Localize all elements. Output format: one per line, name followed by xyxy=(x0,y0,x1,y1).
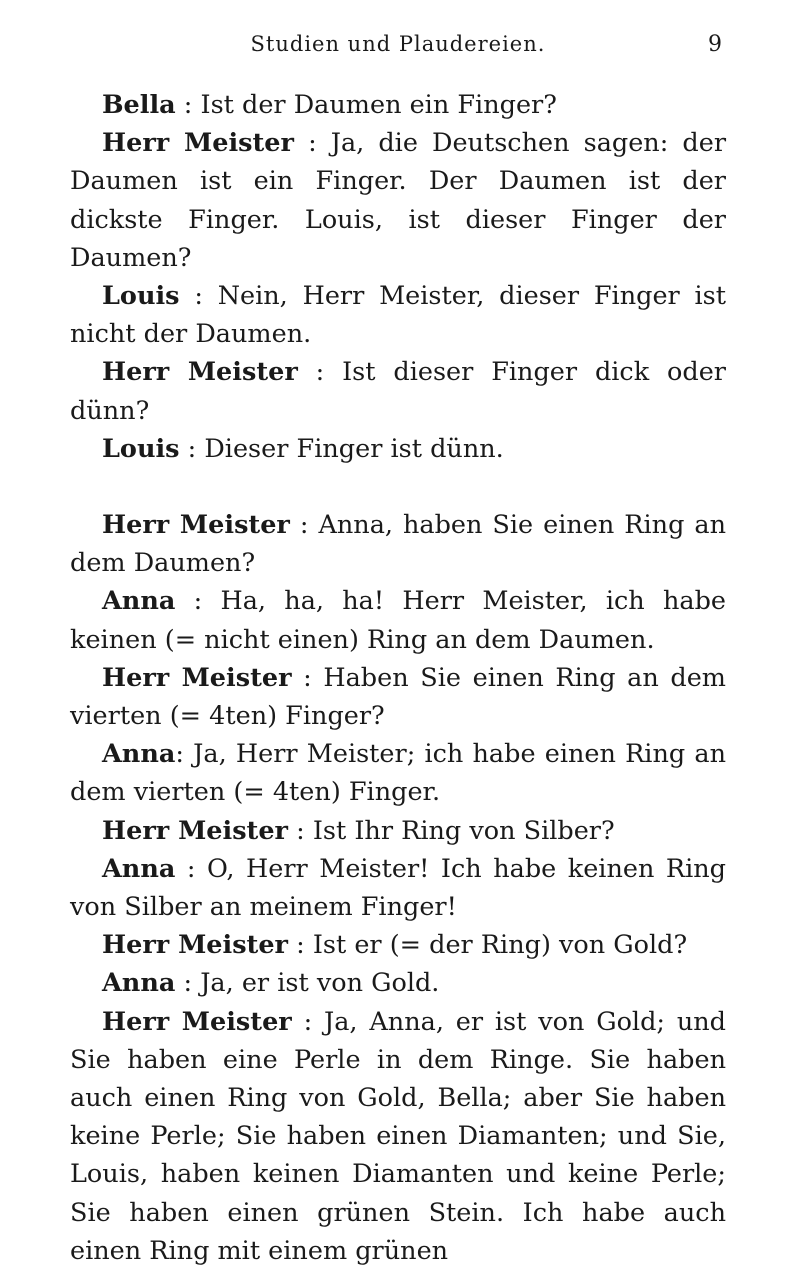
utterance: Ist er (= der Ring) von Gold? xyxy=(312,930,688,961)
speaker-name: Herr Meister xyxy=(102,930,288,961)
utterance: O, Herr Meister! Ich habe keinen Ring von Silber an meinem Finger! xyxy=(70,853,726,923)
speaker-name: Herr Meister xyxy=(102,815,288,846)
utterance: Nein, Herr Meister, dieser Finger ist nicht der Daumen. xyxy=(70,281,726,350)
dialogue-paragraph: Anna: Ja, Herr Meister; ich habe einen Ring an dem vierten (= 4ten) Finger. xyxy=(70,739,726,808)
speaker-name: Herr Meister xyxy=(102,1006,292,1037)
speaker-name: Anna xyxy=(102,853,176,884)
speaker-name: Anna xyxy=(102,586,176,617)
dialogue-text xyxy=(70,86,726,1270)
dialogue-paragraph: Herr Meister : Ja, Anna, er ist von Gold; und Sie haben eine Perle in dem Ringe. Sie haben auch einen Ring von Gold, Bella; aber Sie haben keine Perle; Sie haben einen Diamanten; und Sie, Louis, haben keinen Diamanten und keine Perle; Sie haben einen grünen Stein. Ich habe auch einen Ring mit einem grünen xyxy=(70,1006,727,1266)
speaker-name: Herr Meister xyxy=(102,357,298,388)
dialogue-paragraph: Herr Meister : Haben Sie einen Ring an dem vierten (= 4ten) Finger? xyxy=(70,662,726,732)
utterance: Ja, Herr Meister; ich habe einen Ring an dem vierten (= 4ten) Finger. xyxy=(70,739,726,808)
speaker-name: Herr Meister xyxy=(102,128,294,159)
utterance: Ja, Anna, er ist von Gold; und Sie haben eine Perle in dem Ringe. Sie haben auch einen Ring von Gold, Bella; aber Sie haben keine Perle; Sie haben einen Diamanten; und Sie, Louis, haben keinen Diamanten und keine Perle; Sie haben einen grünen Stein. Ich habe auch einen Ring mit einem grünen xyxy=(70,1006,727,1266)
dialogue-paragraph: Louis : Dieser Finger ist dünn. xyxy=(102,433,504,464)
dialogue-paragraph: Louis : Nein, Herr Meister, dieser Finger ist nicht der Daumen. xyxy=(70,281,726,350)
dialogue-paragraph: Herr Meister : Anna, haben Sie einen Ring an dem Daumen? xyxy=(70,510,726,579)
utterance: Ist der Daumen ein Finger? xyxy=(200,90,557,120)
speaker-name: Louis xyxy=(102,281,180,312)
utterance: Ja, er ist von Gold. xyxy=(200,968,440,999)
dialogue-paragraph: Anna : Ha, ha, ha! Herr Meister, ich habe keinen (= nicht einen) Ring an dem Daumen. xyxy=(70,586,726,655)
running-title: Studien und Plaudereien. xyxy=(250,32,546,56)
speaker-name: Bella xyxy=(102,90,176,120)
utterance: Ist dieser Finger dick oder dünn? xyxy=(70,357,726,426)
page-header xyxy=(70,32,726,64)
utterance: Ha, ha, ha! Herr Meister, ich habe keinen (= nicht einen) Ring an dem Daumen. xyxy=(70,586,726,655)
page-number: 9 xyxy=(708,32,722,57)
utterance: Anna, haben Sie einen Ring an dem Daumen? xyxy=(70,510,726,579)
dialogue-paragraph: Herr Meister : Ist Ihr Ring von Silber? xyxy=(102,815,615,846)
utterance: Dieser Finger ist dünn. xyxy=(204,433,504,464)
dialogue-paragraph: Anna : O, Herr Meister! Ich habe keinen Ring von Silber an meinem Finger! xyxy=(70,853,726,923)
dialogue-paragraph: Bella : Ist der Daumen ein Finger? xyxy=(102,90,557,120)
speaker-name: Herr Meister xyxy=(102,510,290,541)
speaker-name: Anna xyxy=(102,739,176,770)
dialogue-paragraph: Herr Meister : Ja, die Deutschen sagen: der Daumen ist ein Finger. Der Daumen ist der dickste Finger. Louis, ist dieser Finger der Daumen? xyxy=(70,128,727,273)
utterance: Haben Sie einen Ring an dem vierten (= 4ten) Finger? xyxy=(70,662,726,732)
dialogue-paragraph: Anna : Ja, er ist von Gold. xyxy=(102,968,440,999)
dialogue-paragraph: Herr Meister : Ist er (= der Ring) von Gold? xyxy=(102,930,688,961)
speaker-name: Louis xyxy=(102,433,180,464)
speaker-name: Herr Meister xyxy=(102,662,292,693)
dialogue-paragraph: Herr Meister : Ist dieser Finger dick oder dünn? xyxy=(70,357,726,426)
speaker-name: Anna xyxy=(102,968,176,999)
utterance: Ist Ihr Ring von Silber? xyxy=(312,815,615,846)
utterance: Ja, die Deutschen sagen: der Daumen ist ein Finger. Der Daumen ist der dickste Finger. Louis, ist dieser Finger der Daumen? xyxy=(70,128,727,273)
